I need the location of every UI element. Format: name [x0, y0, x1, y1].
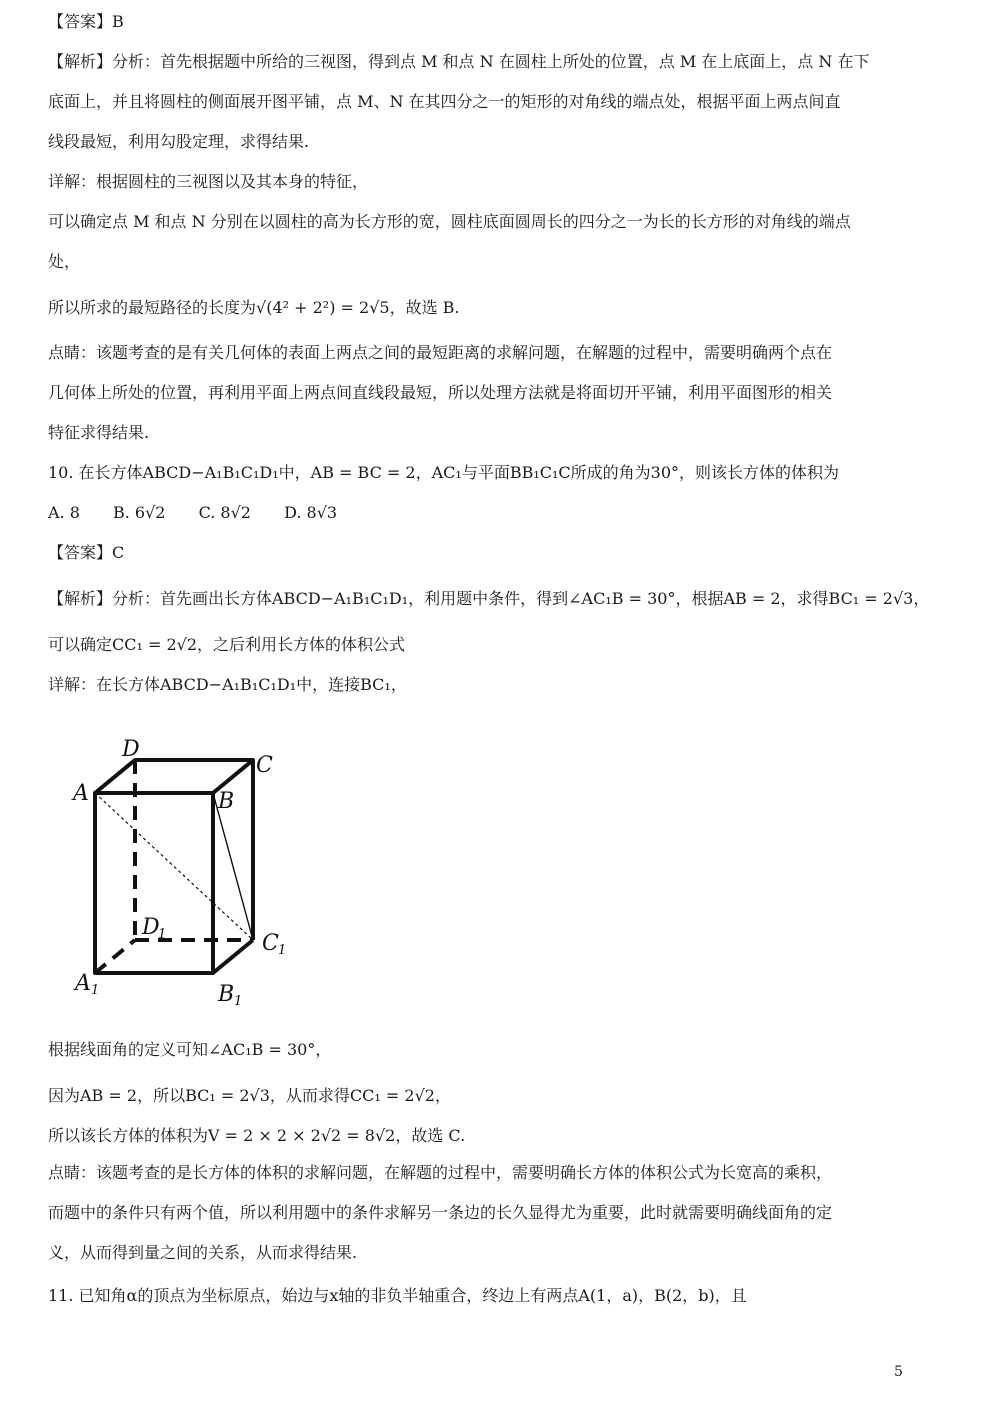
analysis-line: 【解析】分析：首先根据题中所给的三视图，得到点 M 和点 N 在圆柱上所处的位置，点 M 在上底面上，点 N 在下 [48, 52, 870, 71]
subscript-1: 1 [234, 994, 243, 1009]
vertex-label-a: A [73, 781, 89, 806]
detail-line: 所以该长方体的体积为V = 2 × 2 × 2√2 = 8√2，故选 C. [48, 1126, 466, 1145]
vertex-label-d1: D [142, 915, 160, 940]
vertex-label-c1: C [262, 931, 279, 956]
vertex-label-b: B [218, 789, 235, 814]
vertex-label-d: D [122, 737, 140, 762]
detail-formula-line: 所以所求的最短路径的长度为√(4² + 2²) = 2√5，故选 B. [48, 298, 460, 317]
detail-line: 根据线面角的定义可知∠AC₁B = 30°， [48, 1040, 332, 1059]
detail-line: 详解：在长方体ABCD−A₁B₁C₁D₁中，连接BC₁， [48, 675, 407, 694]
cuboid-figure [60, 728, 320, 1013]
remark-line: 点睛：该题考查的是有关几何体的表面上两点之间的最短距离的求解问题，在解题的过程中，需要明确两个点在 [48, 343, 833, 362]
detail-line: 详解：根据圆柱的三视图以及其本身的特征， [48, 172, 369, 191]
page-number: 5 [894, 1364, 903, 1380]
remark-line: 点睛：该题考查的是长方体的体积的求解问题，在解题的过程中，需要明确长方体的体积公式为长宽高的乘积， [48, 1163, 833, 1182]
remark-line: 特征求得结果. [48, 423, 150, 442]
option-d: D. 8√3 [284, 503, 338, 522]
analysis-line: 可以确定CC₁ = 2√2，之后利用长方体的体积公式 [48, 635, 406, 654]
option-a: A. 8 [48, 503, 80, 522]
remark-line: 而题中的条件只有两个值，所以利用题中的条件求解另一条边的长久显得尤为重要，此时就需要明确线面角的定 [48, 1203, 833, 1222]
remark-line: 几何体上所处的位置，再利用平面上两点间直线段最短，所以处理方法就是将面切开平铺，利用平面图形的相关 [48, 383, 833, 402]
vertex-label-b1: B [218, 982, 235, 1007]
vertex-label-c: C [256, 753, 273, 778]
analysis-line: 底面上，并且将圆柱的侧面展开图平铺，点 M、N 在其四分之一的矩形的对角线的端点处，根据平面上两点间直 [48, 92, 841, 111]
option-b: B. 6√2 [113, 503, 166, 522]
detail-line: 因为AB = 2，所以BC₁ = 2√3，从而求得CC₁ = 2√2， [48, 1086, 451, 1105]
detail-line: 可以确定点 M 和点 N 分别在以圆柱的高为长方形的宽，圆柱底面圆周长的四分之一为长的长方形的对角线的端点 [48, 212, 851, 231]
detail-line: 处， [48, 252, 81, 271]
question-10: 10. 在长方体ABCD−A₁B₁C₁D₁中，AB = BC = 2，AC₁与平面BB₁C₁C所成的角为30°，则该长方体的体积为 [48, 463, 840, 482]
vertex-label-a1: A [75, 971, 91, 996]
subscript-1: 1 [278, 943, 287, 958]
analysis-line: 线段最短，利用勾股定理，求得结果. [48, 132, 310, 151]
answer-label-9: 【答案】B [48, 12, 124, 31]
question-10-options [48, 501, 908, 525]
question-11: 11. 已知角α的顶点为坐标原点，始边与x轴的非负半轴重合，终边上有两点A(1，a)，B(2，b)，且 [48, 1286, 747, 1305]
option-c: C. 8√2 [198, 503, 251, 522]
answer-label-10: 【答案】C [48, 543, 125, 562]
subscript-1: 1 [158, 927, 167, 942]
analysis-line: 【解析】分析：首先画出长方体ABCD−A₁B₁C₁D₁，利用题中条件，得到∠AC₁B = 30°，根据AB = 2，求得BC₁ = 2√3， [48, 589, 930, 608]
subscript-1: 1 [91, 983, 100, 998]
remark-line: 义，从而得到量之间的关系，从而求得结果. [48, 1243, 358, 1262]
